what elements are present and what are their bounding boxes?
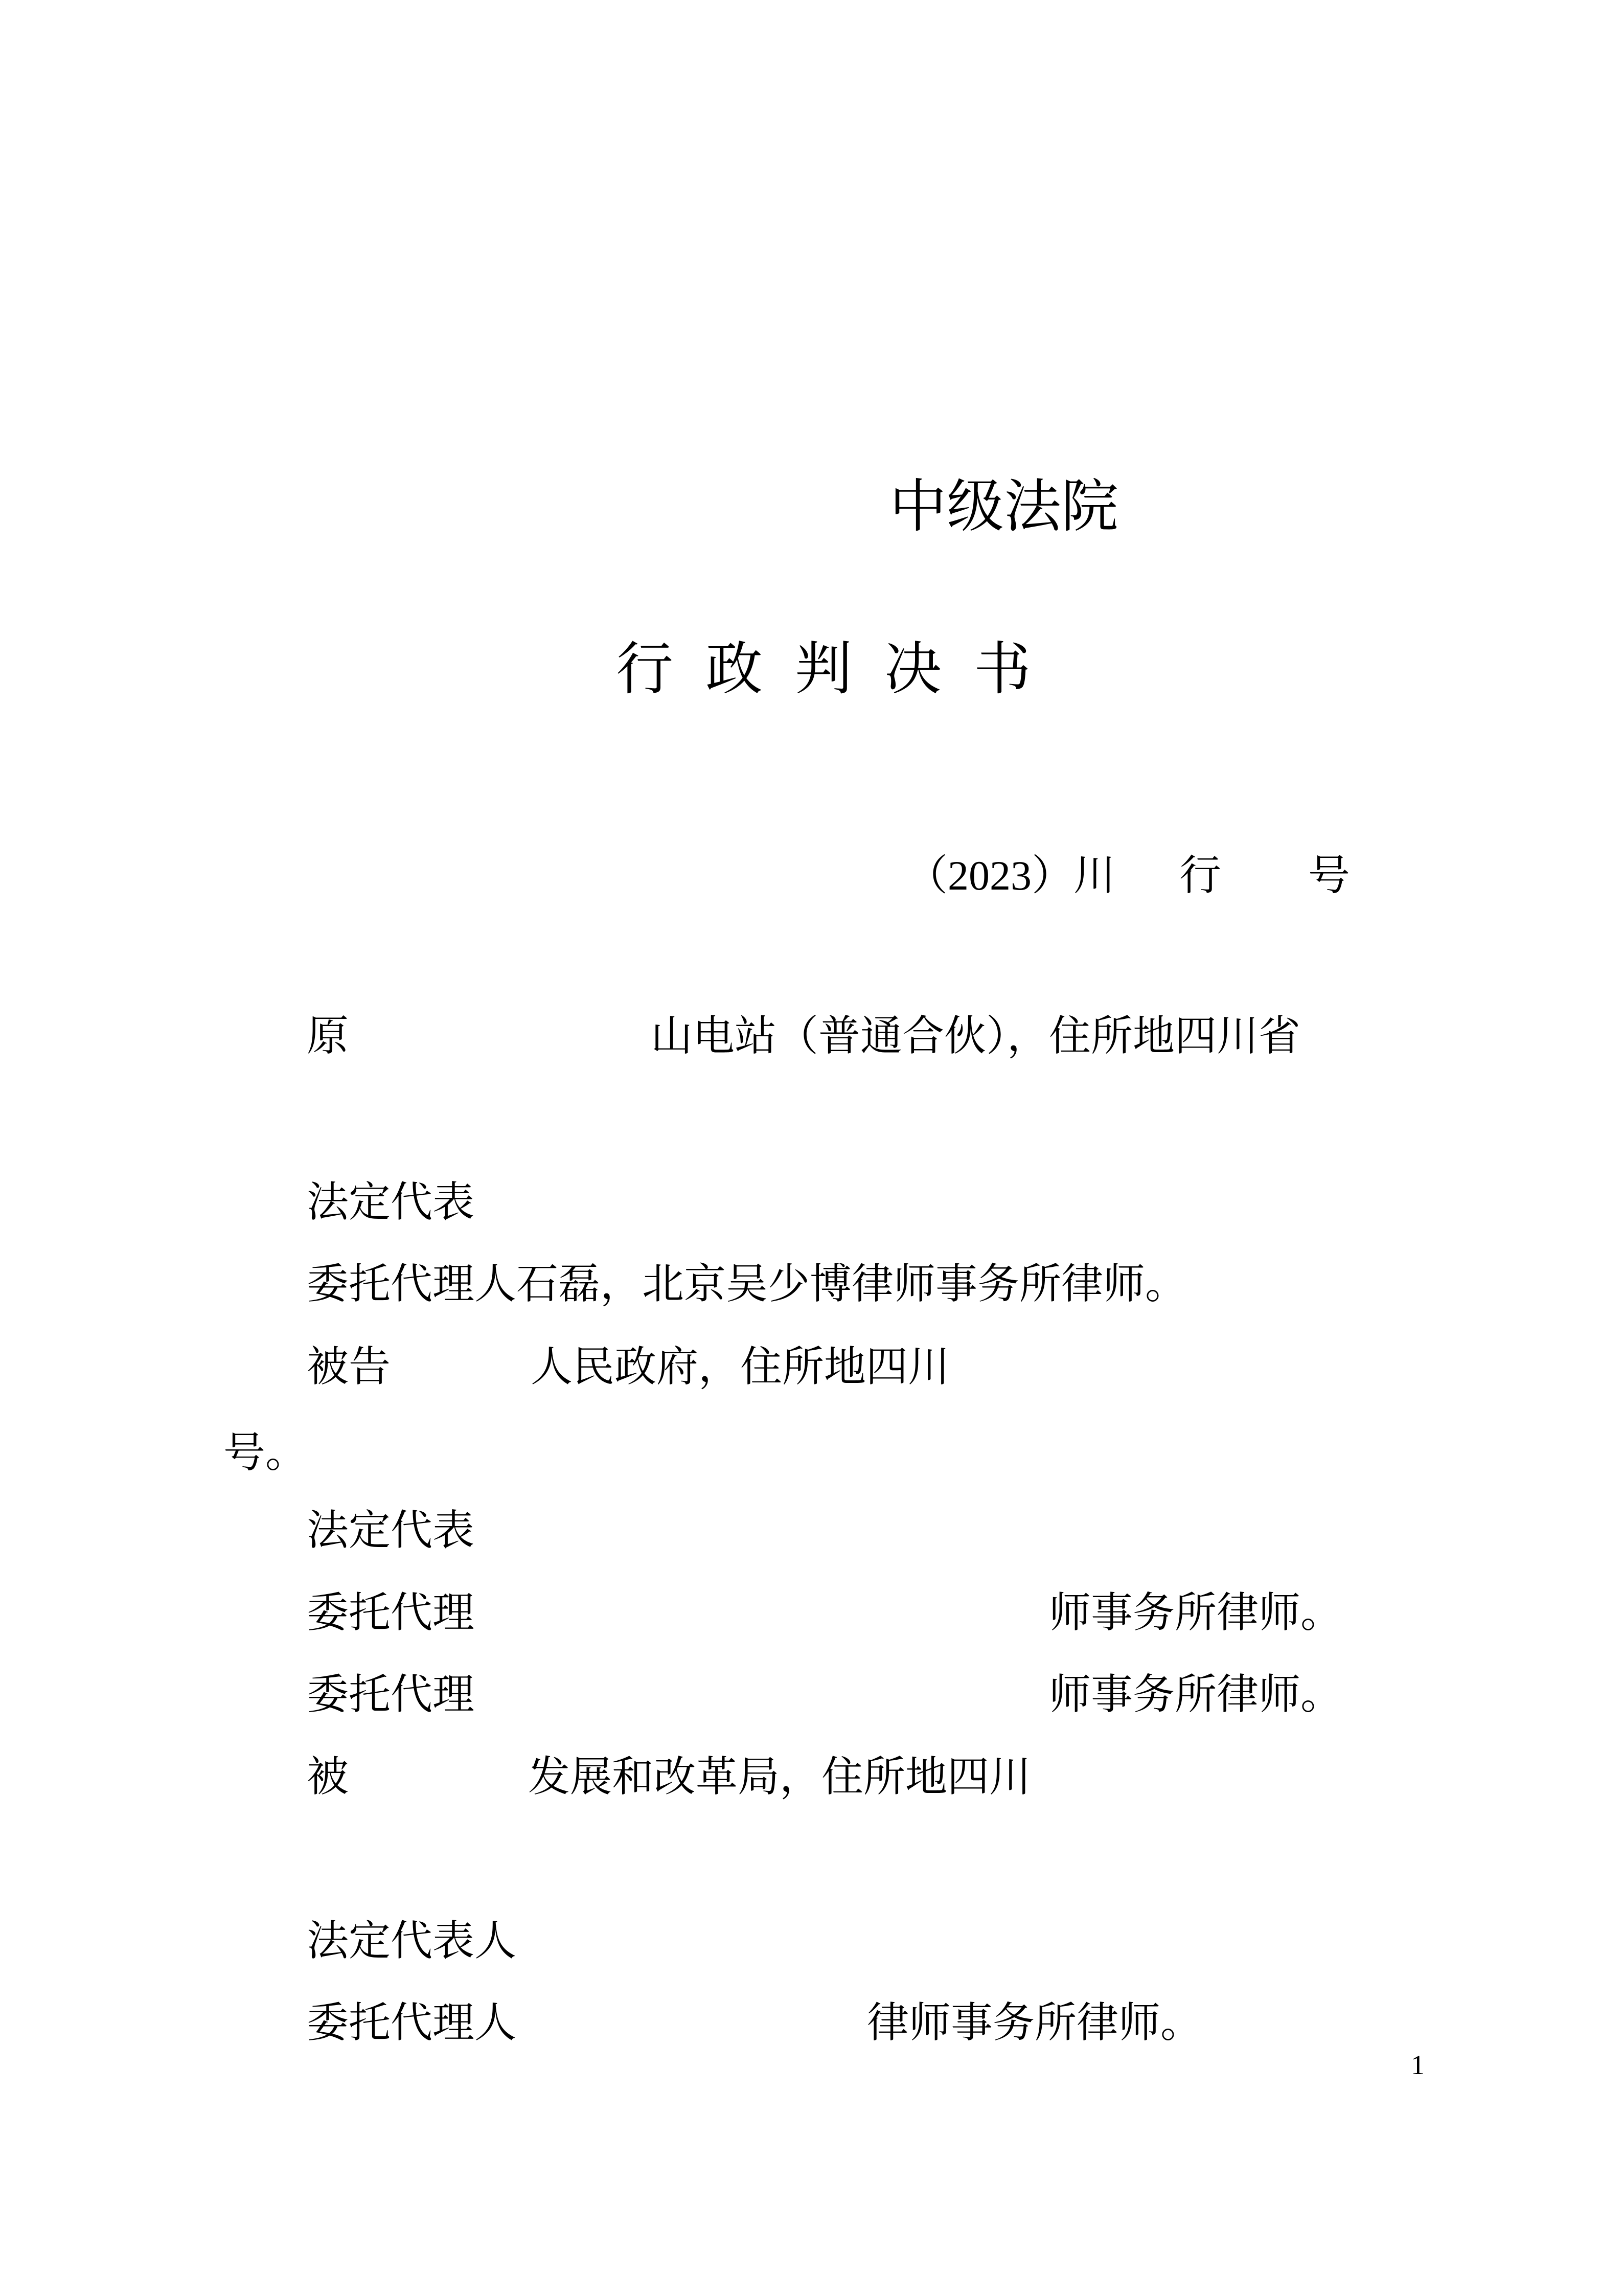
third-party-label: 被: [307, 1754, 349, 1800]
plaintiff-info: 山电站（普通合伙），住所地四川省: [651, 1013, 1301, 1059]
defendant-agent1-line: [0, 1588, 1623, 1649]
defendant-legal-rep-line: [0, 1506, 1623, 1567]
case-number-mid: 行: [1179, 852, 1222, 899]
case-number-prefix: （2023）川: [906, 852, 1116, 899]
defendant-continuation-line: [0, 1428, 1623, 1489]
defendant-agent2-prefix: 委托代理: [307, 1671, 475, 1718]
defendant-legal-rep: 法定代表: [307, 1507, 475, 1554]
defendant-label: 被告: [307, 1344, 391, 1390]
plaintiff-line: [0, 1011, 1623, 1073]
defendant-info: 人民政府，住所地四川: [531, 1344, 950, 1390]
third-party-agent-line: [0, 1998, 1623, 2059]
plaintiff-agent-line: [0, 1259, 1623, 1321]
defendant-agent1-suffix: 师事务所律师。: [1049, 1589, 1343, 1636]
court-title-line: [0, 474, 1623, 539]
page-number: 1: [1411, 2050, 1425, 2080]
doc-title: 行政判决书: [616, 638, 1063, 701]
plaintiff-label: 原: [307, 1013, 349, 1059]
defendant-agent2-suffix: 师事务所律师。: [1049, 1671, 1343, 1718]
third-party-info: 发展和改革局，住所地四川: [528, 1754, 1032, 1800]
plaintiff-legal-rep: 法定代表: [307, 1179, 475, 1225]
third-party-agent-suffix: 律师事务所律师。: [867, 1999, 1203, 2046]
defendant-continuation: 号。: [223, 1429, 308, 1476]
court-title: 中级法院: [889, 475, 1118, 539]
plaintiff-legal-rep-line: [0, 1177, 1623, 1239]
case-number-line: [0, 851, 1623, 912]
case-number-suffix: 号: [1308, 852, 1351, 899]
doc-title-line: [0, 637, 1623, 701]
third-party-legal-rep: 法定代表人: [307, 1918, 517, 1964]
third-party-line: [0, 1752, 1623, 1813]
third-party-legal-rep-line: [0, 1916, 1623, 1977]
third-party-agent-prefix: 委托代理人: [307, 1999, 517, 2046]
defendant-line: [0, 1342, 1623, 1403]
page-number-line: [0, 2051, 1623, 2087]
defendant-agent2-line: [0, 1670, 1623, 1731]
defendant-agent1-prefix: 委托代理: [307, 1589, 475, 1636]
plaintiff-agent: 委托代理人石磊，北京吴少博律师事务所律师。: [307, 1261, 1187, 1307]
